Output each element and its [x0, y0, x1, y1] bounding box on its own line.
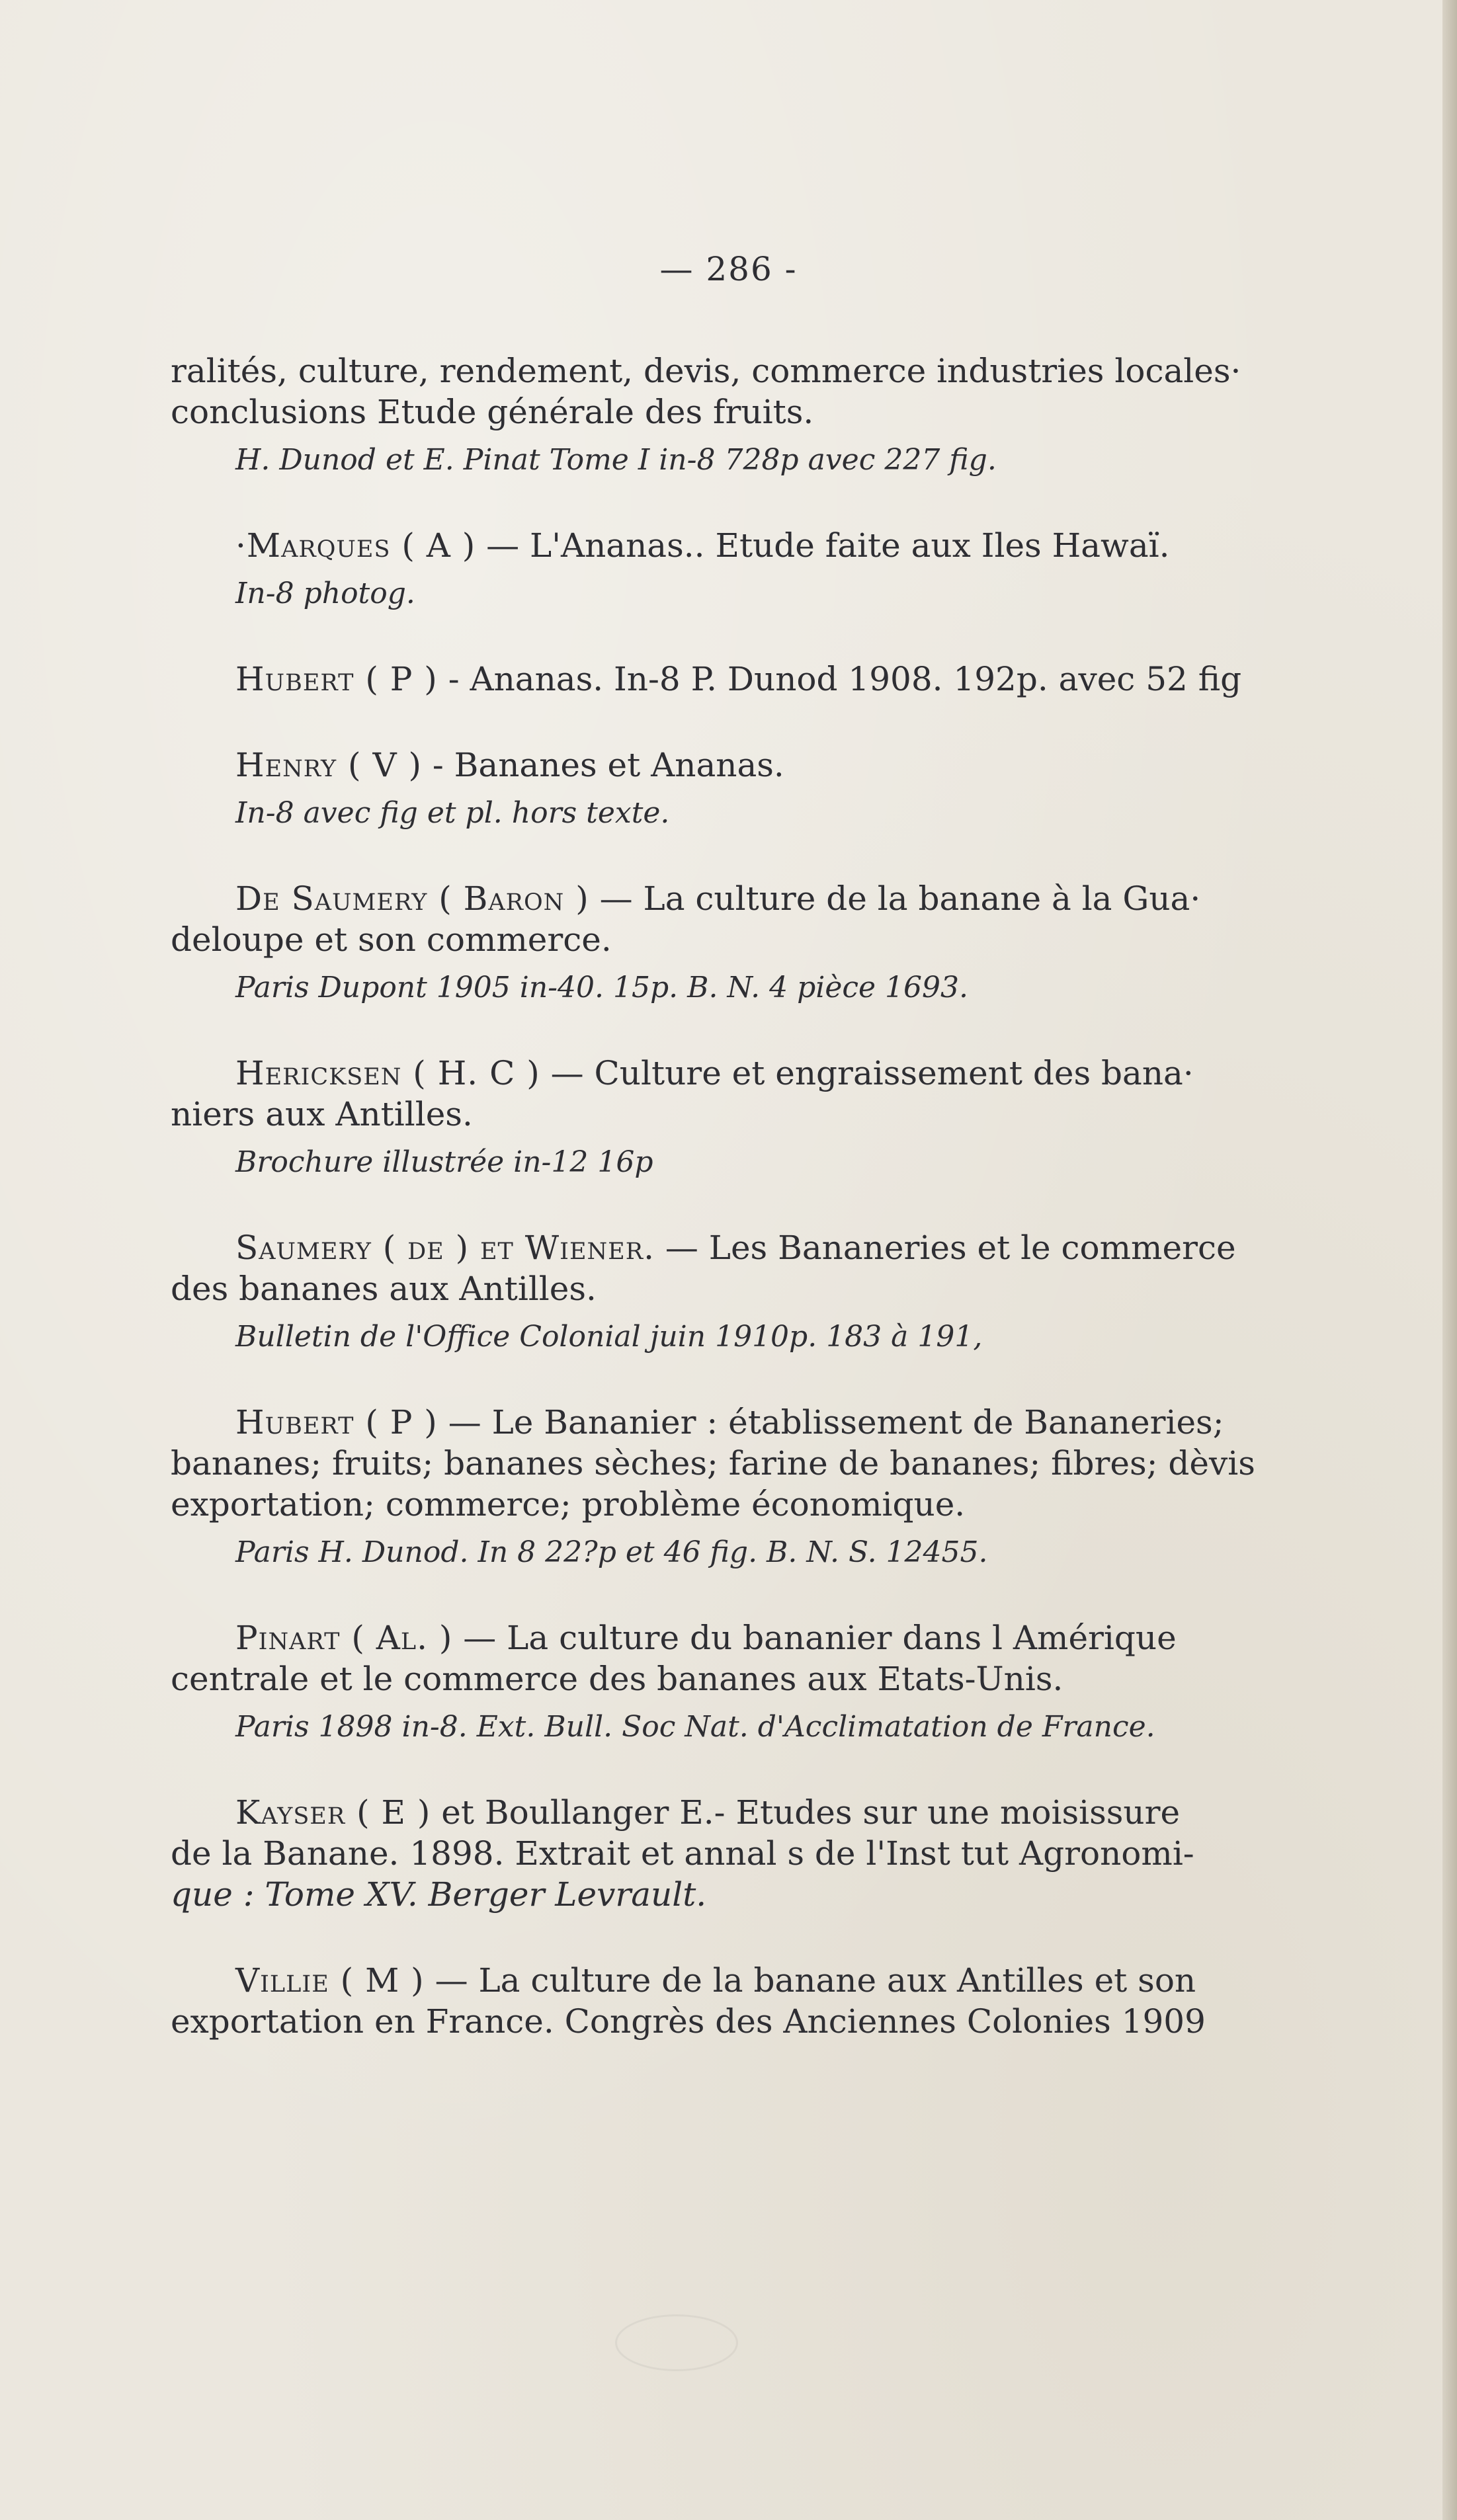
- entry-publication: Paris 1898 in-8. Ext. Bull. Soc Nat. d'Acclimatation de France.: [235, 1710, 1155, 1744]
- entry-author: Pinart ( Al. ): [235, 1619, 453, 1657]
- entry-text-line: des bananes aux Antilles.: [171, 1270, 597, 1308]
- bibliography-list: [171, 350, 1323, 2087]
- bibliography-entry: [171, 1227, 1323, 1357]
- entry-title: — Les Bananeries et le commerce: [654, 1229, 1236, 1267]
- bibliography-entry: [171, 1792, 1323, 1915]
- entry-heading-line: [171, 1227, 1323, 1268]
- entry-heading-line: [171, 1053, 1323, 1094]
- entry-title: et Boullanger E.- Etudes sur une moisissure: [431, 1793, 1181, 1832]
- page-number: — 286 -: [659, 250, 798, 288]
- entry-heading-line: [171, 659, 1323, 700]
- entry-text-line: que : Tome XV. Berger Levrault.: [171, 1875, 707, 1914]
- entry-text-line: de la Banane. 1898. Extrait et annal s de l'Inst tut Agronomi-: [171, 1834, 1194, 1873]
- entry-text-line: centrale et le commerce des bananes aux Etats-Unis.: [171, 1660, 1063, 1698]
- bibliography-entry: [171, 1402, 1323, 1572]
- entry-author: De Saumery ( Baron ): [235, 879, 589, 918]
- entry-author: Hubert ( P ): [235, 660, 438, 698]
- entry-publication: Paris Dupont 1905 in-40. 15p. B. N. 4 pièce 1693.: [235, 971, 968, 1004]
- bibliography-entry: [171, 745, 1323, 833]
- bibliography-entry: [171, 525, 1323, 614]
- entry-publication: Brochure illustrée in-12 16p: [235, 1145, 653, 1179]
- entry-author: Hericksen ( H. C ): [235, 1054, 540, 1092]
- bibliography-entry: [171, 659, 1323, 700]
- entry-heading-line: [171, 1792, 1323, 1833]
- entry-author: ·Marques ( A ): [235, 526, 476, 565]
- entry-title: - Ananas. In-8 P. Dunod 1908. 192p. avec 52 fig: [437, 660, 1242, 698]
- entry-text-line: ralités, culture, rendement, devis, commerce industries locales·: [171, 352, 1241, 390]
- entry-author: Kayser ( E ): [235, 1793, 431, 1832]
- entry-publication: Paris H. Dunod. In 8 22?p et 46 fig. B. N. S. 12455.: [235, 1535, 988, 1569]
- entry-text-line: exportation; commerce; problème économique.: [171, 1485, 966, 1524]
- entry-title: — Le Bananier : établissement de Bananeries;: [437, 1403, 1224, 1442]
- entry-heading-line: [171, 745, 1323, 786]
- entry-publication: In-8 avec fig et pl. hors texte.: [235, 796, 670, 830]
- entry-text-line: exportation en France. Congrès des Anciennes Colonies 1909: [171, 2002, 1206, 2041]
- bibliography-entry: [171, 1960, 1323, 2042]
- entry-heading-line: [171, 1617, 1323, 1658]
- entry-heading-line: [171, 525, 1323, 566]
- entry-heading-line: [171, 1402, 1323, 1443]
- page-edge: [1442, 0, 1457, 2520]
- entry-author: Saumery ( de ) et Wiener.: [235, 1229, 655, 1267]
- bibliography-entry: [171, 1617, 1323, 1747]
- entry-publication: In-8 photog.: [235, 577, 415, 610]
- entry-title: - Bananes et Ananas.: [421, 746, 784, 784]
- library-stamp: [615, 2314, 738, 2371]
- entry-text-line: deloupe et son commerce.: [171, 920, 612, 959]
- entry-title: — La culture de la banane à la Gua·: [589, 879, 1201, 918]
- entry-publication: Bulletin de l'Office Colonial juin 1910p. 183 à 191,: [235, 1320, 983, 1354]
- entry-title: — Culture et engraissement des bana·: [540, 1054, 1194, 1092]
- bibliography-entry: [171, 1053, 1323, 1182]
- entry-author: Henry ( V ): [235, 746, 422, 784]
- entry-author: Hubert ( P ): [235, 1403, 438, 1442]
- entry-title: — La culture de la banane aux Antilles et son: [424, 1961, 1196, 2000]
- bibliography-entry: [171, 878, 1323, 1008]
- entry-text-line: conclusions Etude générale des fruits.: [171, 393, 814, 431]
- entry-title: — L'Ananas.. Etude faite aux Iles Hawaï.: [476, 526, 1170, 565]
- entry-title: — La culture du bananier dans l Amérique: [452, 1619, 1177, 1657]
- bibliography-entry: [171, 350, 1323, 480]
- entry-publication: H. Dunod et E. Pinat Tome I in-8 728p avec 227 fig.: [235, 443, 997, 477]
- entry-author: Villie ( M ): [235, 1961, 425, 2000]
- entry-text-line: bananes; fruits; bananes sèches; farine de bananes; fibres; dèvis: [171, 1444, 1255, 1483]
- entry-heading-line: [171, 878, 1323, 919]
- entry-heading-line: [171, 1960, 1323, 2001]
- entry-text-line: niers aux Antilles.: [171, 1095, 473, 1133]
